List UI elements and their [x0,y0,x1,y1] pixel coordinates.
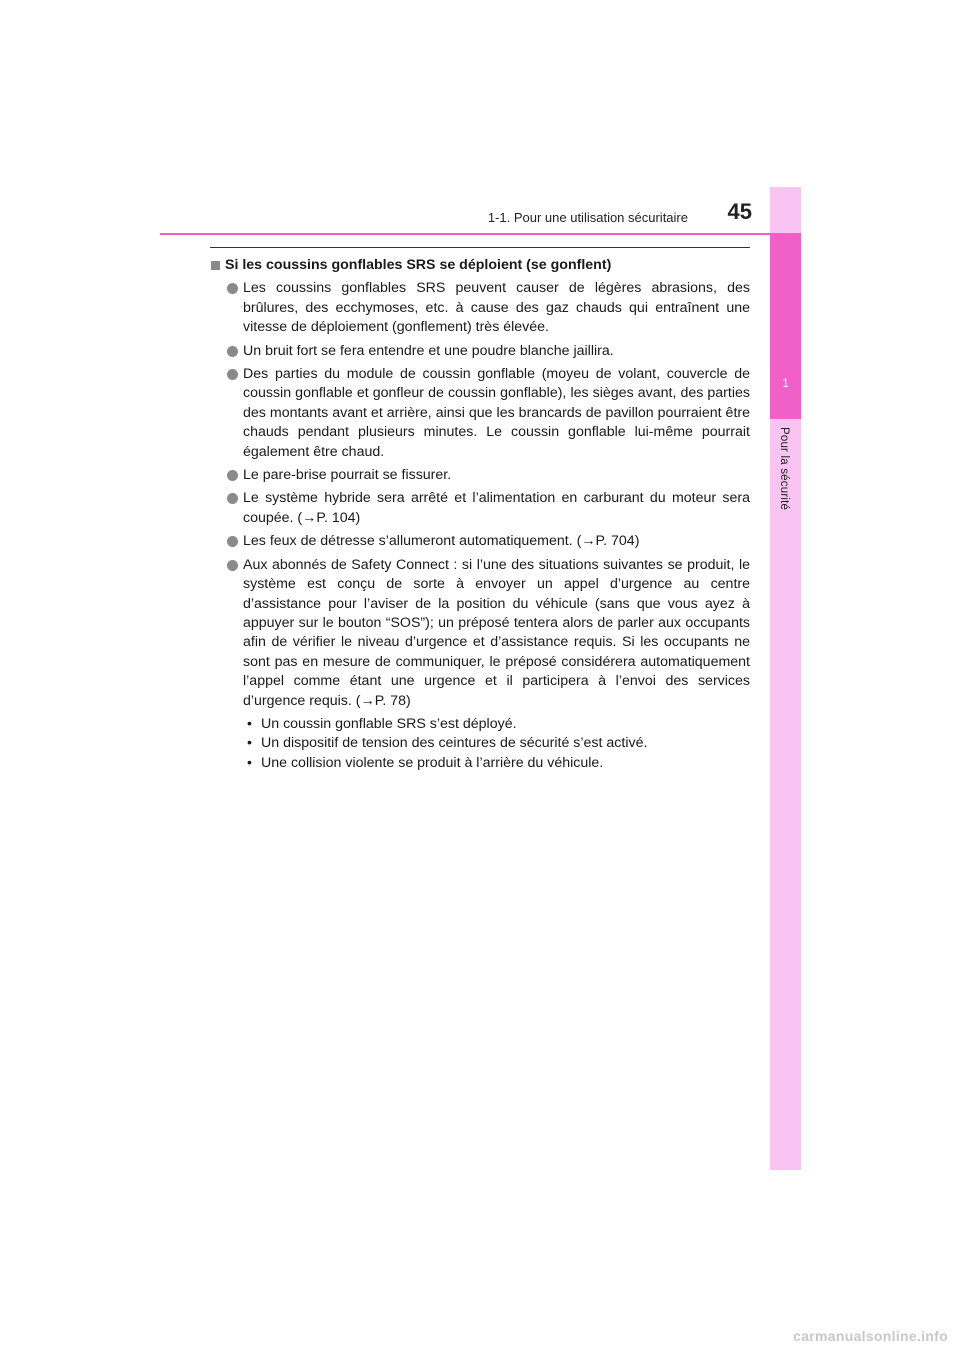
page-number: 45 [727,199,752,224]
list-item-text: Le pare-brise pourrait se fissurer. [243,467,452,484]
header-section-title: 1-1. Pour une utilisation sécuritaire [487,210,688,225]
section-heading-text: Si les coussins gonflables SRS se déploient (se gonflent) [225,257,612,273]
square-bullet-icon [211,261,220,270]
round-bullet-icon [227,369,238,380]
list-item-text: Des parties du module de coussin gonflable (moyeu de volant, couvercle de coussin gonflable et gonfleur de coussin gonflable), les sièges avant, des parties des montants avant et arrière, ainsi que les brancards de pavillon pourraient être chauds pendant plusieurs minutes. Le coussin gonflable lui-même pourrait également être chaud. [243,366,750,460]
round-bullet-icon [227,346,238,357]
list-item [210,466,750,485]
list-item-text: Les feux de détresse s’allumeront automatiquement. (→P. 704) [243,533,640,550]
sub-list-item-text: Une collision violente se produit à l’arrière du véhicule. [261,754,604,771]
dot-bullet-icon: • [247,754,252,771]
sub-list-item [243,715,750,734]
sub-list-item-text: Un coussin gonflable SRS s’est déployé. [261,715,517,732]
list-item-text: Aux abonnés de Safety Connect : si l’une des situations suivantes se produit, le système est conçu de sorte à envoyer un appel d’urgence au centre d’assistance pour l’aviser de la position du véhicule (sans que vous ayez à appuyer sur le bouton “SOS”); un préposé tentera alors de parler aux occupants afin de vérifier le niveau d’urgence et d’assistance requis. Si les occupants ne sont pas en mesure de communiquer, le préposé considérera automatiquement l’appel comme étant une urgence et il participera à l’envoi des services d’urgence requis. (→P. 78) [243,556,750,709]
chapter-number: 1 [782,376,789,390]
list-item [210,489,750,528]
sub-list-item-text: Un dispositif de tension des ceintures de sécurité s’est activé. [261,735,648,752]
footer-watermark: carmanualsonline.info [793,1328,948,1344]
dot-bullet-icon: • [247,715,252,732]
list-item-text: Un bruit fort se fera entendre et une poudre blanche jaillira. [243,342,614,359]
dot-bullet-icon: • [247,735,252,752]
list-item [210,532,750,551]
round-bullet-icon [227,560,238,571]
chapter-side-tab-active [770,233,801,419]
list-item-text: Les coussins gonflables SRS peuvent causer de légères abrasions, des brûlures, des ecchymoses, etc. à cause des gaz chauds qui entraînent une vitesse de déploiement (gonflement) très élevée. [243,280,750,336]
header-rule [160,233,801,235]
list-item [210,279,750,337]
sub-list-item [243,734,750,753]
round-bullet-icon [227,536,238,547]
list-item [210,365,750,462]
sub-list-item [243,754,750,773]
content-top-rule [210,247,750,248]
sub-list [243,715,750,773]
page-content [210,256,750,773]
round-bullet-icon [227,470,238,481]
chapter-title: Pour la sécurité [778,427,790,511]
round-bullet-icon [227,493,238,504]
round-bullet-icon [227,283,238,294]
list-item [210,556,750,711]
list-item-text: Le système hybride sera arrêté et l’alimentation en carburant du moteur sera coupée. (→P. 104) [243,490,750,526]
list-item [210,342,750,361]
section-heading [210,256,750,275]
